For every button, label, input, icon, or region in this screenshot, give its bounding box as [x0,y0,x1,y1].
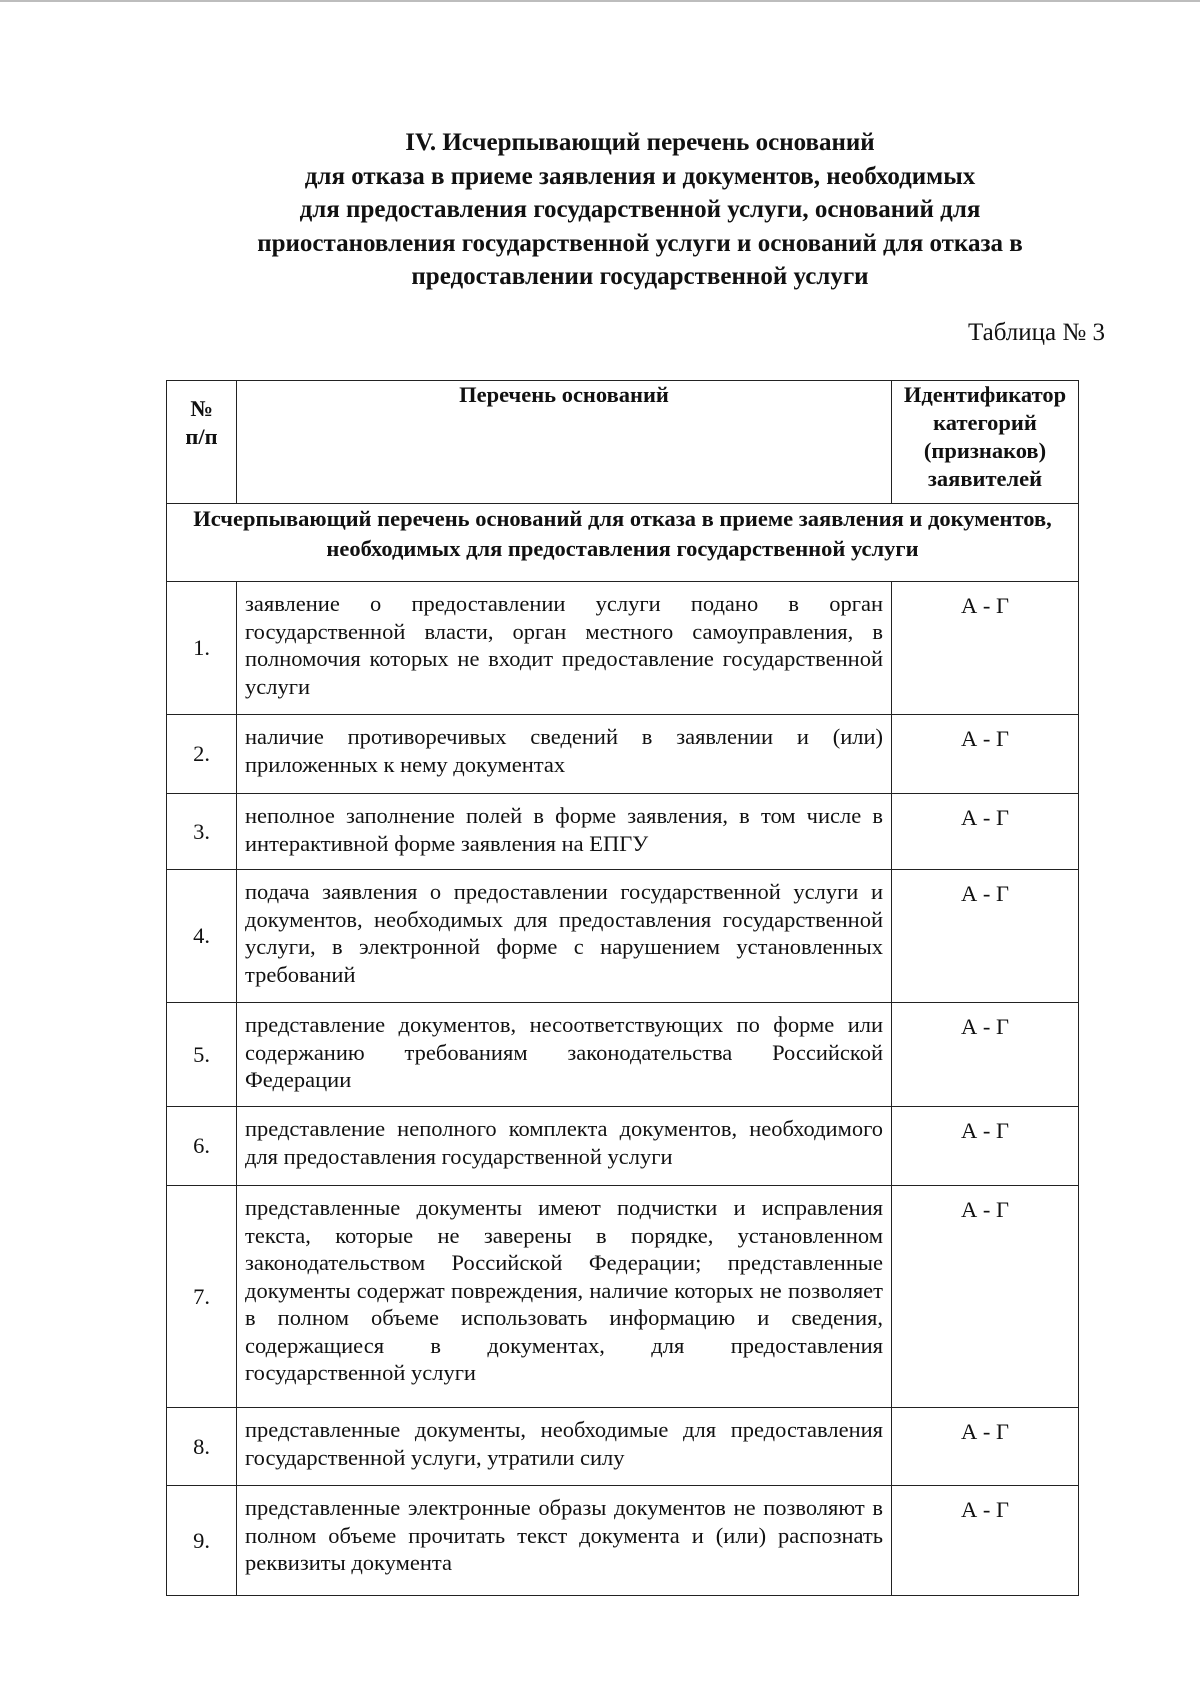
page-title-line: предоставлении государственной услуги [411,263,869,290]
row-number: 9. [167,1486,237,1596]
page-edge-rule [0,0,1200,2]
row-category: А - Г [892,1107,1079,1186]
row-number: 3. [167,794,237,870]
row-category: А - Г [892,1408,1079,1486]
row-ground-text: представленные электронные образы документов не позволяют в полном объеме прочитать текст документа и (или) распознать реквизиты документа [237,1486,892,1596]
table-header-row [167,381,1079,504]
row-category: А - Г [892,794,1079,870]
section-heading-row [167,504,1079,582]
table-row [167,1486,1079,1596]
row-ground-text: подача заявления о предоставлении государственной услуги и документов, необходимых для предоставления государственной услуги, в электронной форме с нарушением установленных требований [237,870,892,1003]
table-row [167,715,1079,794]
row-ground-text: представленные документы имеют подчистки и исправления текста, которые не заверены в порядке, установленном законодательством Российской Федерации; представленные документы содержат повреждения, наличие которых не позволяет в полном объеме использовать информацию и сведения, содержащиеся в документах, для предоставления государственной услуги [237,1186,892,1408]
header-applicant-line: категорий [933,410,1037,435]
page-title-line: приостановления государственной услуги и оснований для отказа в [257,229,1023,257]
table-label: Таблица № 3 [967,319,1105,346]
table-row [167,1408,1079,1486]
row-category: А - Г [892,1186,1079,1408]
row-ground-text: заявление о предоставлении услуги подано в орган государственной власти, орган местного самоуправления, в полномочия которых не входит предоставление государственной услуги [237,582,892,715]
table-row [167,794,1079,870]
header-applicant-line: (признаков) [923,438,1047,463]
table-row [167,870,1079,1003]
row-ground-text: представленные документы, необходимые для предоставления государственной услуги, утратили силу [237,1408,892,1486]
header-number [167,381,237,504]
row-number: 6. [167,1107,237,1186]
row-number: 2. [167,715,237,794]
row-category: А - Г [892,1486,1079,1596]
page-title [160,126,1120,294]
row-number: 8. [167,1408,237,1486]
row-number: 1. [167,582,237,715]
row-category: А - Г [892,582,1079,715]
row-category: А - Г [892,1003,1079,1107]
header-applicant-line: заявителей [927,466,1043,491]
header-grounds: Перечень оснований [237,381,892,504]
header-applicant-category [892,381,1079,504]
row-ground-text: неполное заполнение полей в форме заявления, в том числе в интерактивной форме заявления на ЕПГУ [237,794,892,870]
section-heading: Исчерпывающий перечень оснований для отказа в приеме заявления и документов, необходимых для предоставления государственной услуги [167,504,1079,582]
table-row [167,1186,1079,1408]
header-number-line: п/п [185,424,218,449]
table-row [167,582,1079,715]
grounds-table [166,380,1079,1596]
row-category: А - Г [892,715,1079,794]
row-category: А - Г [892,870,1079,1003]
page-title-line: для предоставления государственной услуги, оснований для [299,196,981,223]
row-number: 4. [167,870,237,1003]
row-ground-text: представление неполного комплекта документов, необходимого для предоставления государственной услуги [237,1107,892,1186]
row-number: 7. [167,1186,237,1408]
row-number: 5. [167,1003,237,1107]
header-number-line: № [190,396,213,421]
table-row [167,1003,1079,1107]
page-title-line: IV. Исчерпывающий перечень оснований [405,129,875,156]
row-ground-text: наличие противоречивых сведений в заявлении и (или) приложенных к нему документах [237,715,892,794]
table-row [167,1107,1079,1186]
page-title-line: для отказа в приеме заявления и документов, необходимых [304,162,976,190]
header-applicant-line: Идентификатор [903,382,1067,407]
row-ground-text: представление документов, несоответствующих по форме или содержанию требованиям законодательства Российской Федерации [237,1003,892,1107]
